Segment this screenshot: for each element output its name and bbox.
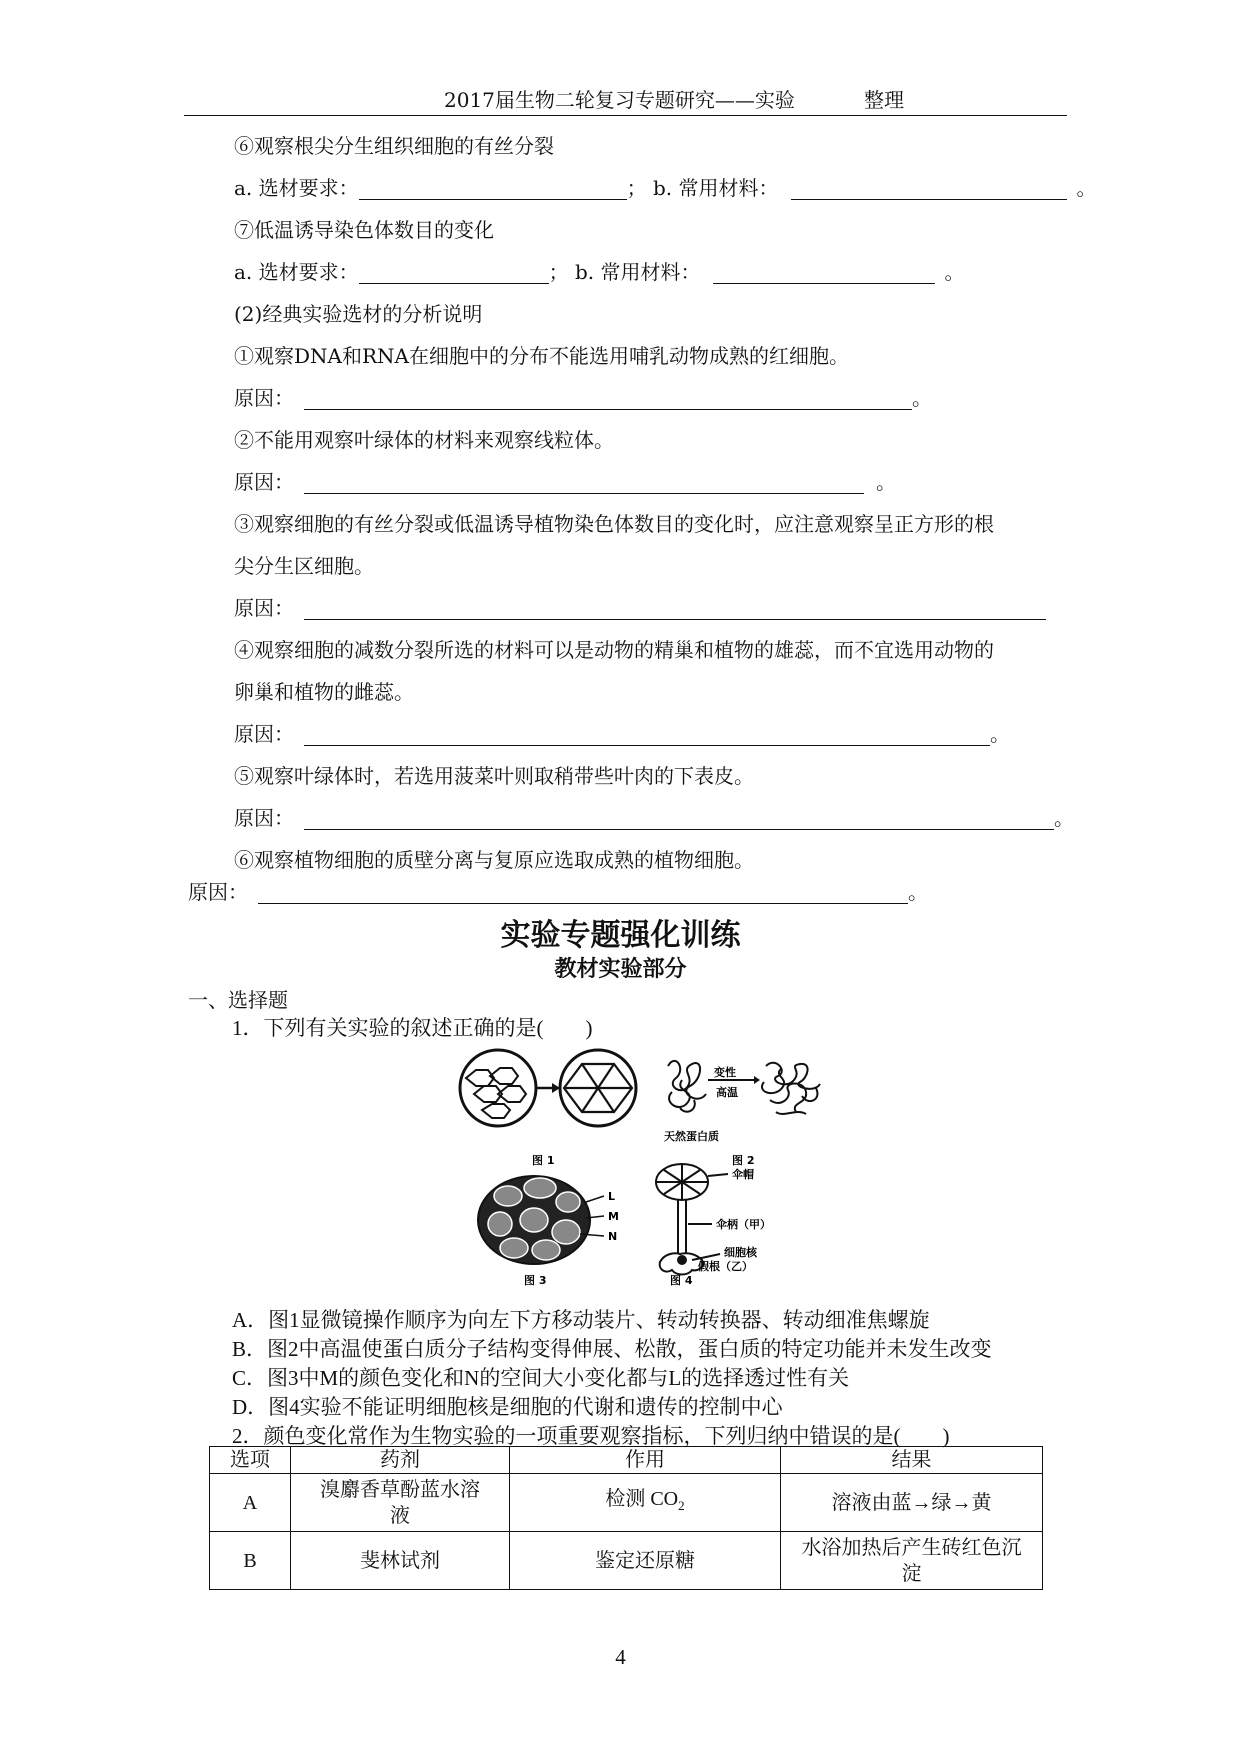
point-3-line2: 尖分生区细胞。 xyxy=(234,554,374,578)
figure-3-label-L: L xyxy=(608,1190,616,1203)
reason-label: 原因： xyxy=(234,806,294,830)
point-2: ②不能用观察叶绿体的材料来观察线粒体。 xyxy=(234,428,614,452)
figure-1-caption: 图 1 xyxy=(532,1154,555,1167)
item7-title: ⑦低温诱导染色体数目的变化 xyxy=(234,218,494,242)
label: a. 选材要求： xyxy=(234,176,359,200)
color-change-table xyxy=(209,1446,1043,1590)
point-6: ⑥观察植物细胞的质壁分离与复原应选取成熟的植物细胞。 xyxy=(234,848,754,872)
item6-line xyxy=(234,176,1097,200)
point-4-line2: 卵巢和植物的雌蕊。 xyxy=(234,680,414,704)
period: 。 xyxy=(908,880,928,904)
answer-blank[interactable] xyxy=(791,179,1067,200)
answer-blank[interactable] xyxy=(304,725,990,746)
q1-option-c: C．图3中M的颜色变化和N的空间大小变化都与L的选择透过性有关 xyxy=(232,1366,850,1390)
cell-result: 溶液由蓝→绿→黄 xyxy=(781,1474,1043,1532)
item7-line xyxy=(234,260,965,284)
figure-3-plant-cells xyxy=(478,1176,604,1264)
cell-option: B xyxy=(210,1532,291,1590)
figure-4-cap-label: 伞帽 xyxy=(732,1168,754,1181)
header-cell: 药剂 xyxy=(291,1447,510,1474)
period: 。 xyxy=(1076,176,1097,200)
answer-blank[interactable] xyxy=(713,263,935,284)
figure-2-caption: 天然蛋白质 xyxy=(664,1130,719,1143)
label: a. 选材要求： xyxy=(234,260,359,284)
reason-label: 原因： xyxy=(234,386,294,410)
header-cell: 选项 xyxy=(210,1447,291,1474)
header-cell: 作用 xyxy=(510,1447,781,1474)
cell-line: 液 xyxy=(390,1504,410,1527)
reason-label: 原因： xyxy=(234,596,294,620)
cell-option: A xyxy=(210,1474,291,1532)
training-subtitle: 教材实验部分 xyxy=(554,957,687,982)
reason-2 xyxy=(234,470,896,494)
answer-blank[interactable] xyxy=(359,263,549,284)
figure-2-protein-denaturation xyxy=(668,1061,820,1114)
question-1: 1．下列有关实验的叙述正确的是( ) xyxy=(232,1016,593,1040)
figure-1-microscope-fields xyxy=(460,1050,636,1126)
q1-option-d: D．图4实验不能证明细胞核是细胞的代谢和遗传的控制中心 xyxy=(232,1395,783,1419)
item6-title: ⑥观察根尖分生组织细胞的有丝分裂 xyxy=(234,134,554,158)
reason-label: 原因： xyxy=(188,880,248,904)
header-cell: 结果 xyxy=(781,1447,1043,1474)
question-2: 2．颜色变化常作为生物实验的一项重要观察指标，下列归纳中错误的是( ) xyxy=(232,1424,950,1448)
reason-4 xyxy=(234,722,1010,746)
cell-use xyxy=(510,1474,781,1532)
answer-blank[interactable] xyxy=(304,473,864,494)
header-title: 2017届生物二轮复习专题研究——实验 xyxy=(444,88,795,112)
point-4-line1: ④观察细胞的减数分裂所选的材料可以是动物的精巢和植物的雄蕊，而不宜选用动物的 xyxy=(234,638,994,662)
training-title: 实验专题强化训练 xyxy=(500,918,741,953)
period: 。 xyxy=(1054,806,1074,830)
figure-4-rhizoid-label: 假根（乙） xyxy=(698,1260,753,1273)
answer-blank[interactable] xyxy=(359,179,627,200)
figure-3-label-M: M xyxy=(608,1210,619,1223)
section-heading: 一、选择题 xyxy=(188,988,288,1012)
figure-4-caption: 图 4 xyxy=(670,1274,693,1287)
q1-option-b: B．图2中高温使蛋白质分子结构变得伸展、松散，蛋白质的特定功能并未发生改变 xyxy=(232,1337,992,1361)
experiment-figures xyxy=(436,1048,860,1288)
cell-line: 溴麝香草酚蓝水溶 xyxy=(320,1478,480,1501)
figure-2-top-label: 变性 xyxy=(714,1066,736,1079)
period: 。 xyxy=(876,470,896,494)
table-row xyxy=(210,1532,1043,1590)
figure-4-nucleus-label: 细胞核 xyxy=(724,1246,757,1259)
figure-2-bottom-label: 高温 xyxy=(716,1086,738,1099)
cell-reagent xyxy=(291,1474,510,1532)
reason-3 xyxy=(234,596,1046,620)
cell-reagent: 斐林试剂 xyxy=(291,1532,510,1590)
figure-3-caption: 图 3 xyxy=(524,1274,547,1287)
period: 。 xyxy=(944,260,965,284)
part2-title: (2)经典实验选材的分析说明 xyxy=(234,302,483,326)
period: 。 xyxy=(912,386,932,410)
answer-blank[interactable] xyxy=(304,389,912,410)
cell-line: 水浴加热后产生砖红色沉 xyxy=(801,1536,1022,1559)
answer-blank[interactable] xyxy=(304,809,1054,830)
period: 。 xyxy=(990,722,1010,746)
point-1: ①观察DNA和RNA在细胞中的分布不能选用哺乳动物成熟的红细胞。 xyxy=(234,344,849,368)
cell-line: 淀 xyxy=(901,1562,922,1585)
reason-6 xyxy=(188,880,928,904)
figure-3-label-N: N xyxy=(608,1230,618,1243)
cell-use: 鉴定还原糖 xyxy=(510,1532,781,1590)
cell-result xyxy=(781,1532,1043,1590)
reason-label: 原因： xyxy=(234,470,294,494)
figure-4-stalk-label: 伞柄（甲） xyxy=(716,1218,771,1231)
point-3-line1: ③观察细胞的有丝分裂或低温诱导植物染色体数目的变化时，应注意观察呈正方形的根 xyxy=(234,512,994,536)
subscript: 2 xyxy=(678,1498,685,1513)
cell-text: 检测 CO xyxy=(605,1488,679,1510)
label: ； b. 常用材料： xyxy=(626,176,779,200)
answer-blank[interactable] xyxy=(258,883,908,904)
q1-option-a: A．图1显微镜操作顺序为向左下方移动装片、转动转换器、转动细准焦螺旋 xyxy=(232,1308,930,1332)
label: ； b. 常用材料： xyxy=(548,260,701,284)
answer-blank[interactable] xyxy=(304,599,1046,620)
page-number: 4 xyxy=(615,1645,626,1669)
table-row xyxy=(210,1474,1043,1532)
reason-1 xyxy=(234,386,932,410)
point-5: ⑤观察叶绿体时，若选用菠菜叶则取稍带些叶肉的下表皮。 xyxy=(234,764,754,788)
figure-2-number: 图 2 xyxy=(732,1154,755,1167)
header-rule xyxy=(184,115,1067,116)
reason-5 xyxy=(234,806,1074,830)
reason-label: 原因： xyxy=(234,722,294,746)
table-header-row xyxy=(210,1447,1043,1474)
header-editor: 整理 xyxy=(864,88,904,112)
